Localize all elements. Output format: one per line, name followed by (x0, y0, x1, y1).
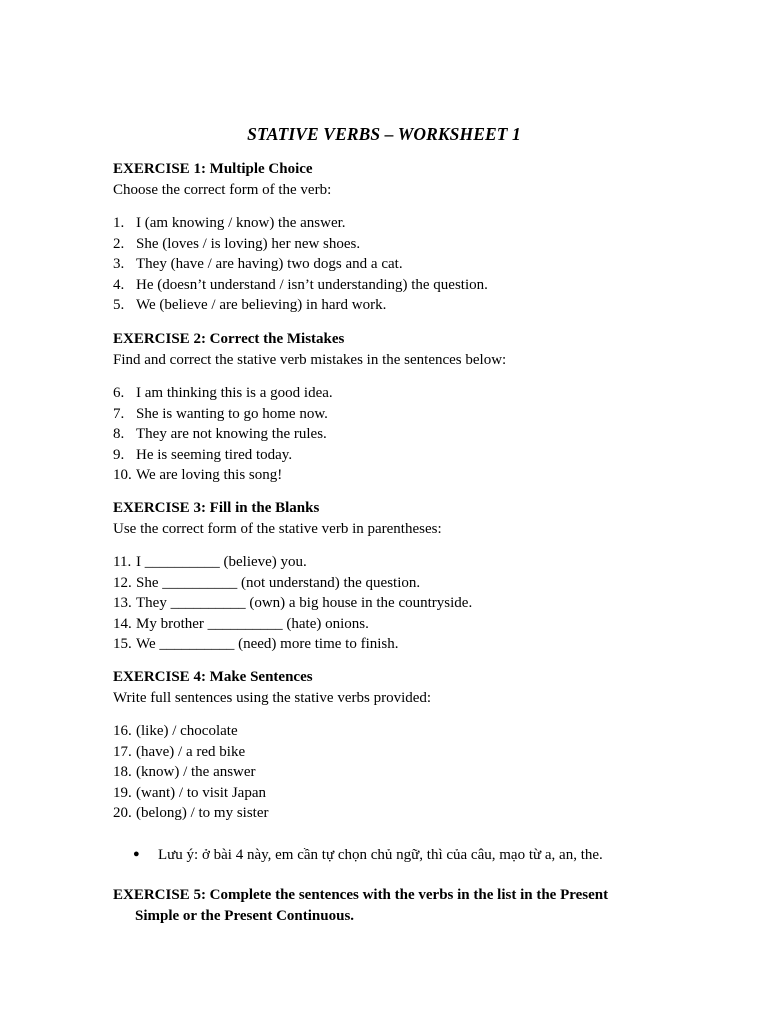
exercise-instruction: Choose the correct form of the verb: (113, 182, 332, 198)
item-text: We (believe / are believing) in hard work. (136, 297, 387, 314)
exercise-heading: EXERCISE 4: Make Sentences (113, 669, 313, 685)
list-item (113, 383, 673, 404)
exercise-5-heading (113, 885, 633, 927)
item-number: 15. (113, 636, 132, 653)
item-number: 20. (113, 805, 132, 822)
exercise-instruction: Write full sentences using the stative verbs provided: (113, 690, 432, 706)
note-text: Lưu ý: ở bài 4 này, em cần tự chọn chủ ngữ, thì của câu, mạo từ a, an, the. (158, 847, 603, 863)
item-text: He is seeming tired today. (136, 446, 293, 463)
list-item (113, 593, 673, 614)
list-item (113, 614, 673, 635)
item-text: We are loving this song! (136, 467, 283, 484)
list-item (113, 783, 673, 804)
list-item (113, 404, 673, 425)
list-item (113, 573, 673, 594)
list-item (113, 803, 673, 824)
list-item (113, 634, 673, 655)
exercise-items (113, 213, 673, 316)
item-text: She __________ (not understand) the question. (136, 574, 421, 591)
item-number: 14. (113, 615, 132, 632)
item-number: 5. (113, 297, 125, 314)
item-text: My brother __________ (hate) onions. (136, 615, 369, 632)
item-number: 16. (113, 723, 132, 739)
list-item (113, 445, 673, 466)
item-number: 17. (113, 743, 132, 760)
item-number: 9. (113, 446, 125, 463)
exercise-1 (113, 159, 673, 316)
exercise-items (113, 721, 673, 824)
item-text: I (am knowing / know) the answer. (136, 215, 346, 231)
item-number: 2. (113, 235, 125, 252)
item-text: She (loves / is loving) her new shoes. (136, 235, 361, 252)
list-item (113, 721, 673, 742)
exercise-5-line-2: Simple or the Present Continuous. (135, 908, 355, 924)
item-text: (want) / to visit Japan (136, 784, 266, 801)
item-number: 7. (113, 405, 125, 422)
item-number: 12. (113, 574, 132, 591)
item-number: 11. (113, 554, 132, 570)
list-item (113, 742, 673, 763)
item-text: (like) / chocolate (136, 723, 238, 739)
item-number: 8. (113, 426, 125, 443)
item-number: 19. (113, 784, 132, 801)
note-bullet-item (133, 844, 603, 866)
list-item (113, 254, 673, 275)
item-number: 10. (113, 467, 132, 484)
item-number: 3. (113, 256, 125, 273)
item-text: I am thinking this is a good idea. (136, 385, 333, 401)
item-text: I __________ (believe) you. (136, 554, 307, 570)
exercise-instruction: Use the correct form of the stative verb in parentheses: (113, 521, 442, 537)
list-item (113, 275, 673, 296)
exercise-items (113, 383, 673, 486)
exercise-5-line-1: EXERCISE 5: Complete the sentences with the verbs in the list in the Present (113, 887, 609, 903)
item-number: 6. (113, 385, 125, 401)
list-item (113, 295, 673, 316)
bullet-icon: ● (133, 848, 140, 860)
item-text: She is wanting to go home now. (136, 405, 328, 422)
item-text: He (doesn’t understand / isn’t understanding) the question. (136, 276, 488, 293)
list-item (113, 424, 673, 445)
item-text: They __________ (own) a big house in the countryside. (136, 595, 473, 612)
item-text: They (have / are having) two dogs and a cat. (136, 256, 403, 273)
exercise-items (113, 552, 673, 655)
item-text: (know) / the answer (136, 764, 256, 781)
list-item (113, 234, 673, 255)
item-text: (have) / a red bike (136, 743, 246, 760)
item-number: 1. (113, 215, 125, 231)
list-item (113, 552, 673, 573)
item-number: 13. (113, 595, 132, 612)
exercise-4 (113, 667, 673, 824)
item-text: (belong) / to my sister (136, 805, 269, 822)
exercise-heading: EXERCISE 3: Fill in the Blanks (113, 500, 320, 516)
item-text: We __________ (need) more time to finish. (136, 636, 399, 653)
exercise-heading: EXERCISE 2: Correct the Mistakes (113, 331, 345, 347)
list-item (113, 465, 673, 486)
item-number: 18. (113, 764, 132, 781)
exercise-heading: EXERCISE 1: Multiple Choice (113, 161, 313, 177)
exercise-instruction: Find and correct the stative verb mistakes in the sentences below: (113, 352, 507, 368)
item-number: 4. (113, 276, 125, 293)
item-text: They are not knowing the rules. (136, 426, 327, 443)
worksheet-title: STATIVE VERBS – WORKSHEET 1 (247, 124, 521, 144)
exercise-2 (113, 329, 673, 486)
exercise-3 (113, 498, 673, 655)
list-item (113, 762, 673, 783)
list-item (113, 213, 673, 234)
